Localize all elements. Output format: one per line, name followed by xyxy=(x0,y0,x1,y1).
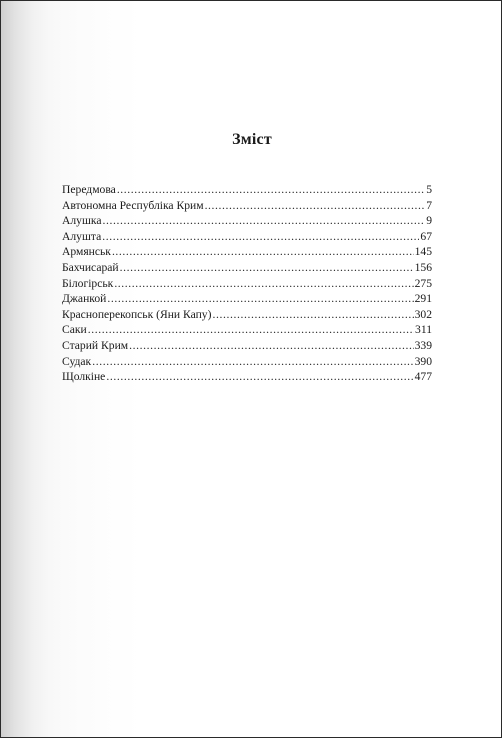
toc-dot-leader xyxy=(129,338,414,354)
toc-entry xyxy=(62,182,432,198)
toc-entry-title: Передмова xyxy=(62,183,116,196)
toc-entry-title: Старий Крим xyxy=(62,338,129,352)
toc-entry-title: Джанкой xyxy=(62,292,107,306)
toc-page-number: 145 xyxy=(414,245,432,259)
toc-dot-leader xyxy=(107,291,413,307)
toc-page-number: 302 xyxy=(414,307,432,321)
table-of-contents xyxy=(62,182,432,385)
toc-entry-title: Армянськ xyxy=(62,245,111,259)
toc-page-number: 291 xyxy=(414,292,432,306)
toc-page-number: 311 xyxy=(415,323,432,337)
toc-page-number: 156 xyxy=(414,260,432,274)
toc-entry-title: Алушка xyxy=(62,214,102,228)
toc-entry xyxy=(62,369,432,385)
toc-dot-leader xyxy=(117,182,425,198)
toc-entry xyxy=(62,198,432,214)
toc-page-number: 275 xyxy=(414,276,432,290)
toc-page-number: 9 xyxy=(426,214,432,228)
toc-entry xyxy=(62,244,432,260)
toc-dot-leader xyxy=(92,354,413,370)
toc-entry-title: Красноперекопськ (Яни Капу) xyxy=(62,307,212,321)
toc-entry-title: Алушта xyxy=(62,229,102,243)
toc-page-number: 7 xyxy=(426,198,432,212)
toc-dot-leader xyxy=(205,198,426,214)
toc-entry xyxy=(62,229,432,245)
toc-dot-leader xyxy=(112,244,414,260)
toc-entry-title: Білогірськ xyxy=(62,276,114,290)
toc-entry xyxy=(62,307,432,323)
toc-dot-leader xyxy=(88,322,414,338)
toc-dot-leader xyxy=(212,307,413,323)
toc-dot-leader xyxy=(102,229,419,245)
toc-entry-title: Автономна Республіка Крим xyxy=(62,198,204,212)
toc-entry-title: Бахчисарай xyxy=(62,260,119,274)
toc-page-number: 390 xyxy=(414,354,432,368)
toc-entry xyxy=(62,354,432,370)
toc-dot-leader xyxy=(120,260,414,276)
toc-entry-title: Щолкіне xyxy=(62,370,106,384)
toc-entry xyxy=(62,338,432,354)
toc-entry xyxy=(62,276,432,292)
toc-entry xyxy=(62,322,432,338)
toc-entry-title: Судак xyxy=(62,354,92,368)
toc-dot-leader xyxy=(103,213,426,229)
toc-page-number: 339 xyxy=(414,338,432,352)
toc-dot-leader xyxy=(106,369,413,385)
toc-page-number: 477 xyxy=(414,370,432,384)
toc-entry xyxy=(62,260,432,276)
toc-page-number: 5 xyxy=(426,183,432,196)
toc-entry xyxy=(62,291,432,307)
toc-page-number: 67 xyxy=(420,229,432,243)
toc-entry-title: Саки xyxy=(62,323,87,337)
toc-dot-leader xyxy=(114,276,413,292)
toc-entry xyxy=(62,213,432,229)
page-title: Зміст xyxy=(232,131,272,148)
